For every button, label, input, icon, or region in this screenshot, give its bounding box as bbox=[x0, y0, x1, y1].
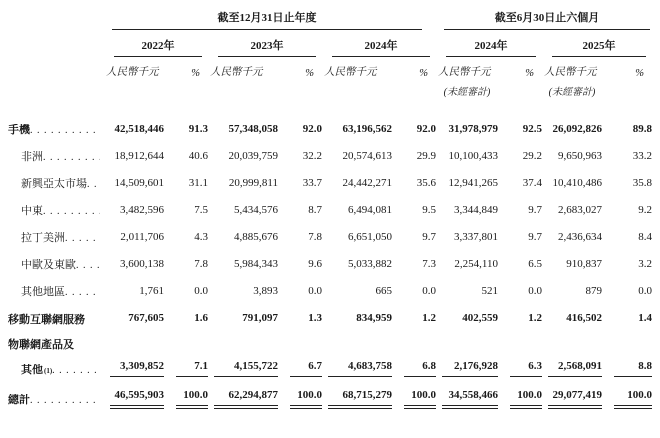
cell-percent: 33.7 bbox=[302, 176, 322, 189]
row-label-text: 其他 bbox=[21, 363, 43, 376]
year-header-2023: 2023年 bbox=[218, 30, 316, 57]
year-header-2024-interim: 2024年 bbox=[446, 30, 536, 57]
unit-label-rmb: 人民幣千元 bbox=[324, 67, 377, 79]
row-label: 其他 (1) . . . bbox=[8, 364, 104, 376]
cell-amount: 9,650,963 bbox=[558, 149, 602, 162]
table-row bbox=[8, 197, 652, 224]
cell-percent: 9.7 bbox=[528, 230, 542, 243]
cell-percent: 32.2 bbox=[302, 149, 322, 162]
row-label-text: 非洲 bbox=[21, 150, 43, 163]
cell-percent: 0.0 bbox=[194, 284, 208, 297]
header-unaudited-row bbox=[8, 79, 652, 98]
column-group-interim-title: 截至6月30日止六個月 bbox=[444, 12, 650, 30]
cell-amount: 834,959 bbox=[356, 311, 392, 324]
unit-label-rmb: 人民幣千元 bbox=[438, 67, 491, 79]
cell-amount: 3,893 bbox=[253, 284, 278, 297]
cell-amount: 34,558,466 bbox=[442, 389, 498, 406]
row-label bbox=[8, 312, 104, 326]
cell-amount: 2,176,928 bbox=[442, 360, 498, 377]
cell-percent: 7.8 bbox=[194, 257, 208, 270]
cell-percent: 1.2 bbox=[422, 311, 436, 324]
cell-percent: 33.2 bbox=[632, 149, 652, 162]
unit-label-rmb: 人民幣千元 bbox=[544, 67, 597, 79]
cell-amount: 68,715,279 bbox=[328, 389, 392, 406]
cell-percent: 0.0 bbox=[308, 284, 322, 297]
cell-amount: 20,574,613 bbox=[342, 149, 392, 162]
cell-amount: 3,309,852 bbox=[110, 360, 164, 377]
cell-amount: 63,196,562 bbox=[342, 122, 392, 135]
row-label bbox=[8, 205, 104, 217]
cell-amount: 57,348,058 bbox=[228, 122, 278, 135]
cell-percent: 89.8 bbox=[632, 122, 652, 135]
cell-amount: 24,442,271 bbox=[342, 176, 392, 189]
row-label-text: 移動互聯網服務 bbox=[8, 313, 85, 326]
dot-leader bbox=[65, 232, 100, 243]
cell-percent: 100.0 bbox=[510, 389, 542, 406]
cell-percent: 35.6 bbox=[416, 176, 436, 189]
year-header-2025-interim: 2025年 bbox=[552, 30, 646, 57]
dot-leader bbox=[52, 364, 100, 375]
cell-amount: 665 bbox=[375, 284, 392, 297]
dot-leader bbox=[85, 312, 100, 323]
cell-percent: 29.9 bbox=[416, 149, 436, 162]
row-label-text: 拉丁美洲 bbox=[21, 231, 65, 244]
cell-percent: 9.6 bbox=[308, 257, 322, 270]
table-row bbox=[8, 332, 652, 356]
cell-amount: 4,885,676 bbox=[234, 230, 278, 243]
cell-amount: 3,600,138 bbox=[120, 257, 164, 270]
unit-label-pct: % bbox=[419, 68, 428, 80]
cell-percent: 8.4 bbox=[638, 230, 652, 243]
cell-amount: 3,337,801 bbox=[454, 230, 498, 243]
table-body bbox=[8, 116, 652, 417]
cell-amount: 6,494,081 bbox=[348, 203, 392, 216]
cell-amount: 2,254,110 bbox=[454, 257, 498, 270]
cell-amount: 5,434,576 bbox=[234, 203, 278, 216]
header-group-row bbox=[8, 12, 652, 30]
table-row bbox=[8, 383, 652, 417]
cell-percent: 9.7 bbox=[422, 230, 436, 243]
dot-leader bbox=[43, 151, 100, 162]
cell-amount: 416,502 bbox=[566, 311, 602, 324]
cell-amount: 2,568,091 bbox=[548, 360, 602, 377]
cell-amount: 2,683,027 bbox=[558, 203, 602, 216]
cell-amount: 879 bbox=[585, 284, 602, 297]
cell-amount: 4,155,722 bbox=[214, 360, 278, 377]
table-row bbox=[8, 356, 652, 383]
table-row bbox=[8, 278, 652, 305]
cell-percent: 8.8 bbox=[614, 360, 652, 377]
cell-amount: 5,984,343 bbox=[234, 257, 278, 270]
cell-percent: 7.5 bbox=[194, 203, 208, 216]
cell-amount: 10,410,486 bbox=[552, 176, 602, 189]
cell-percent: 7.8 bbox=[308, 230, 322, 243]
header-body-spacer bbox=[8, 98, 652, 116]
cell-amount: 5,033,882 bbox=[348, 257, 392, 270]
cell-percent: 40.6 bbox=[188, 149, 208, 162]
header-unit-row bbox=[8, 57, 652, 79]
table-row bbox=[8, 143, 652, 170]
cell-percent: 0.0 bbox=[528, 284, 542, 297]
unit-label-pct: % bbox=[525, 68, 534, 80]
cell-amount: 29,077,419 bbox=[548, 389, 602, 406]
unit-label-rmb: 人民幣千元 bbox=[106, 67, 159, 79]
cell-percent: 0.0 bbox=[638, 284, 652, 297]
cell-percent: 4.3 bbox=[194, 230, 208, 243]
cell-amount: 12,941,265 bbox=[448, 176, 498, 189]
cell-amount: 3,344,849 bbox=[454, 203, 498, 216]
row-label bbox=[8, 178, 104, 190]
row-label-text: 總計 bbox=[8, 394, 30, 407]
dot-leader bbox=[30, 394, 100, 405]
cell-percent: 1.4 bbox=[638, 311, 652, 324]
cell-percent: 9.7 bbox=[528, 203, 542, 216]
unit-label-pct: % bbox=[635, 68, 644, 80]
cell-percent: 8.7 bbox=[308, 203, 322, 216]
unit-label-pct: % bbox=[305, 68, 314, 80]
cell-amount: 18,912,644 bbox=[114, 149, 164, 162]
cell-percent: 37.4 bbox=[522, 176, 542, 189]
unit-label-pct: % bbox=[191, 68, 200, 80]
cell-amount: 910,837 bbox=[566, 257, 602, 270]
cell-percent: 9.5 bbox=[422, 203, 436, 216]
cell-percent: 100.0 bbox=[404, 389, 436, 406]
year-header-2024: 2024年 bbox=[332, 30, 430, 57]
row-label bbox=[8, 151, 104, 163]
cell-amount: 46,595,903 bbox=[110, 389, 164, 406]
dot-leader bbox=[30, 124, 100, 135]
dot-leader bbox=[87, 178, 100, 189]
row-label bbox=[8, 259, 104, 271]
row-label bbox=[8, 337, 104, 351]
cell-amount: 20,039,759 bbox=[228, 149, 278, 162]
row-label-text: 物聯網產品及 bbox=[8, 339, 74, 352]
cell-percent: 91.3 bbox=[188, 122, 208, 135]
row-label bbox=[8, 124, 104, 136]
dot-leader bbox=[65, 286, 100, 297]
table-row bbox=[8, 305, 652, 332]
cell-amount: 42,518,446 bbox=[114, 122, 164, 135]
dot-leader bbox=[74, 337, 100, 348]
unit-label-rmb: 人民幣千元 bbox=[210, 67, 263, 79]
cell-percent: 6.3 bbox=[510, 360, 542, 377]
unaudited-note: (未經審計) bbox=[548, 87, 596, 99]
cell-amount: 402,559 bbox=[462, 311, 498, 324]
cell-amount: 521 bbox=[481, 284, 498, 297]
cell-percent: 29.2 bbox=[522, 149, 542, 162]
cell-percent: 7.1 bbox=[176, 360, 208, 377]
unaudited-note: (未經審計) bbox=[443, 87, 491, 99]
header-year-row bbox=[8, 30, 652, 57]
cell-percent: 3.2 bbox=[638, 257, 652, 270]
cell-percent: 100.0 bbox=[176, 389, 208, 406]
cell-percent: 1.6 bbox=[194, 311, 208, 324]
cell-amount: 20,999,811 bbox=[228, 176, 278, 189]
row-label bbox=[8, 394, 104, 406]
cell-percent: 100.0 bbox=[614, 389, 652, 406]
cell-amount: 31,978,979 bbox=[448, 122, 498, 135]
table-row bbox=[8, 224, 652, 251]
cell-amount: 26,092,826 bbox=[552, 122, 602, 135]
column-group-annual-title: 截至12月31日止年度 bbox=[112, 12, 422, 30]
cell-percent: 92.0 bbox=[302, 122, 322, 135]
cell-amount: 14,509,601 bbox=[114, 176, 164, 189]
row-label bbox=[8, 286, 104, 298]
cell-percent: 92.5 bbox=[522, 122, 542, 135]
year-header-2022: 2022年 bbox=[114, 30, 202, 57]
cell-amount: 1,761 bbox=[139, 284, 164, 297]
cell-percent: 9.2 bbox=[638, 203, 652, 216]
cell-amount: 2,011,706 bbox=[120, 230, 164, 243]
cell-percent: 1.3 bbox=[308, 311, 322, 324]
row-label-text: 中歐及東歐 bbox=[21, 258, 76, 271]
table-row bbox=[8, 116, 652, 143]
cell-amount: 6,651,050 bbox=[348, 230, 392, 243]
cell-amount: 767,605 bbox=[128, 311, 164, 324]
cell-percent: 6.5 bbox=[528, 257, 542, 270]
dot-leader bbox=[76, 259, 100, 270]
cell-percent: 92.0 bbox=[416, 122, 436, 135]
cell-amount: 2,436,634 bbox=[558, 230, 602, 243]
cell-percent: 1.2 bbox=[528, 311, 542, 324]
cell-percent: 6.7 bbox=[290, 360, 322, 377]
cell-amount: 4,683,758 bbox=[328, 360, 392, 377]
cell-amount: 62,294,877 bbox=[214, 389, 278, 406]
row-label-text: 手機 bbox=[8, 123, 30, 136]
cell-percent: 0.0 bbox=[422, 284, 436, 297]
cell-percent: 100.0 bbox=[290, 389, 322, 406]
dot-leader bbox=[43, 205, 100, 216]
table-row bbox=[8, 251, 652, 278]
cell-percent: 31.1 bbox=[188, 176, 208, 189]
cell-amount: 10,100,433 bbox=[448, 149, 498, 162]
row-label-text: 新興亞太市場 bbox=[21, 177, 87, 190]
row-label-text: 其他地區 bbox=[21, 285, 65, 298]
row-label-text: 中東 bbox=[21, 204, 43, 217]
cell-percent: 35.8 bbox=[632, 176, 652, 189]
cell-amount: 3,482,596 bbox=[120, 203, 164, 216]
cell-amount: 791,097 bbox=[242, 311, 278, 324]
cell-percent: 6.8 bbox=[404, 360, 436, 377]
row-label bbox=[8, 232, 104, 244]
table-row bbox=[8, 170, 652, 197]
cell-percent: 7.3 bbox=[422, 257, 436, 270]
